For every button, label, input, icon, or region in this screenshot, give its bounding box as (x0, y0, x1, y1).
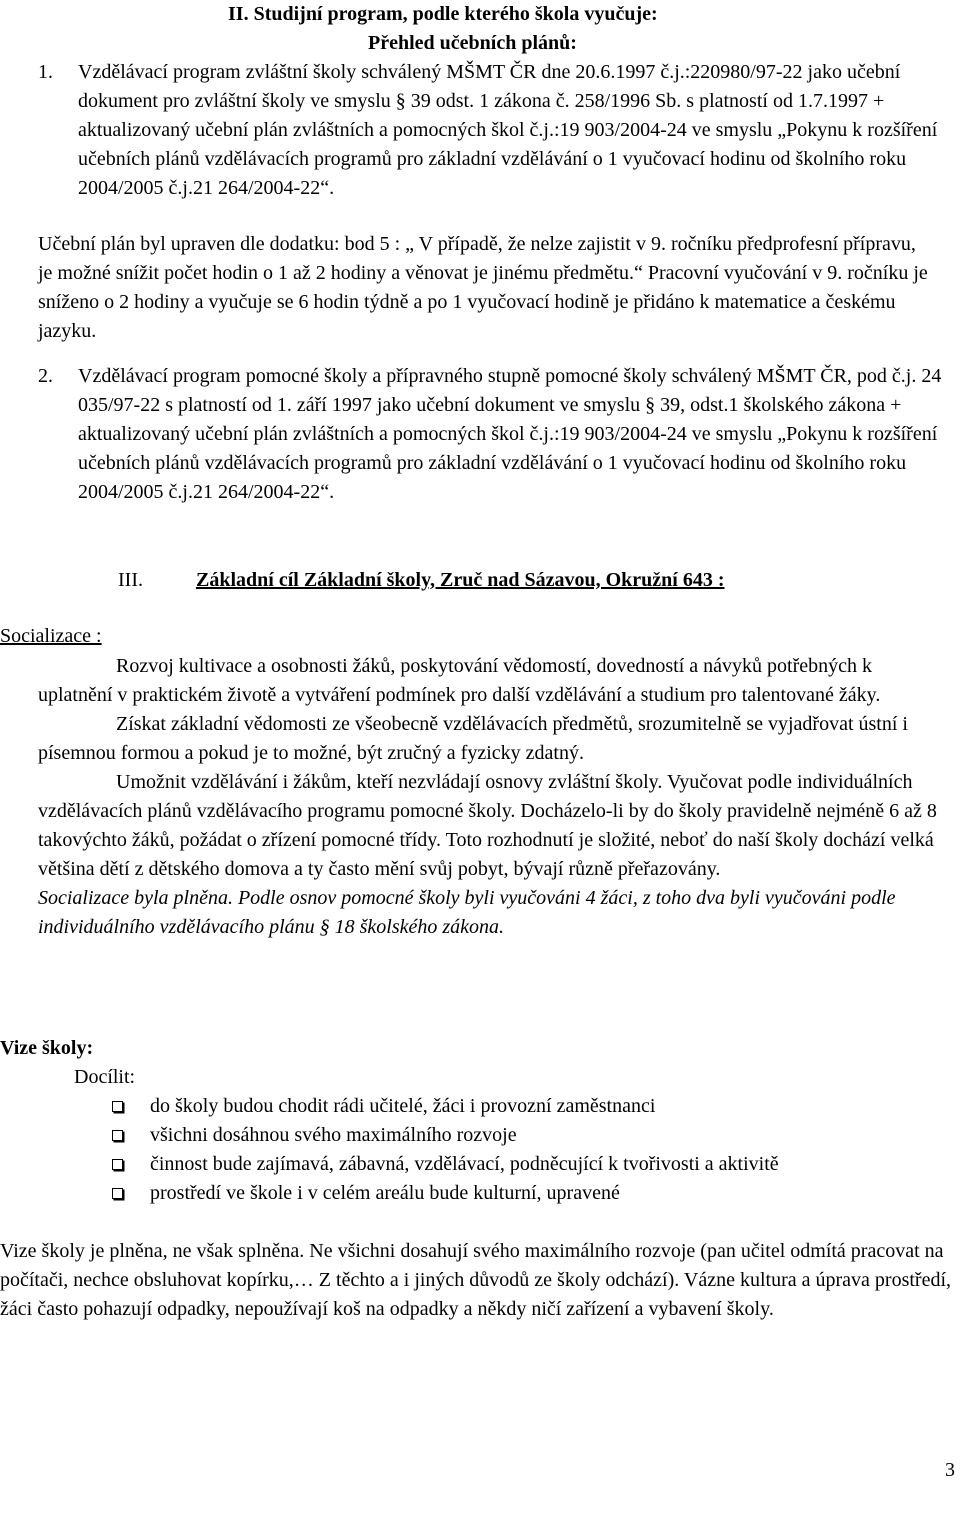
checkbox-bullet-icon (112, 1130, 123, 1141)
socializace-paragraph-1: Rozvoj kultivace a osobnosti žáků, poskytování vědomostí, dovedností a návyků potřebných k uplatnění v praktickém životě a vytváření podmínek pro další vzdělávání a studium pro talentované žáky. (38, 655, 881, 706)
checkbox-bullet-icon (112, 1159, 123, 1170)
list-item-text: do školy budou chodit rádi učitelé, žáci i provozní zaměstnanci (150, 1095, 656, 1117)
checkbox-bullet-icon (112, 1188, 123, 1199)
list-item-text: všichni dosáhnou svého maximálního rozvoje (150, 1124, 517, 1146)
section-2-subtitle: Přehled učebních plánů: (368, 32, 577, 54)
section-2-heading (228, 0, 788, 58)
curriculum-note: Učební plán byl upraven dle dodatku: bod 5 : „ V případě, že nelze zajistit v 9. ročníku předprofesní přípravu, je možné snížit počet hodin o 1 až 2 hodiny a věnovat je jinému předmětu.“ Pracovní vyučování v 9. ročníku je sníženo o 2 hodiny a vyučuje se 6 hodin týdně a po 1 vyučovací hodině je přidáno k matematice a českému jazyku. (38, 233, 928, 342)
list-item-text: prostředí ve škole i v celém areálu bude kulturní, upravené (150, 1182, 620, 1204)
docilit-label: Docílit: (74, 1066, 136, 1088)
list-item (112, 1179, 960, 1208)
vize-goals-list (112, 1092, 960, 1208)
section-3-title: Základní cíl Základní školy, Zruč nad Sázavou, Okružní 643 : (196, 569, 725, 591)
socializace-body (38, 652, 948, 942)
checkbox-bullet-icon (112, 1101, 123, 1112)
item-2-number: 2. (38, 365, 53, 387)
socializace-paragraph-2: Získat základní vědomosti ze všeobecně vzdělávacích předmětů, srozumitelně se vyjadřovat ústní i písemnou formou a pokud je to možné, být zručný a fyzicky zdatný. (38, 713, 908, 764)
section-3-numeral: III. (118, 569, 143, 591)
vize-conclusion: Vize školy je plněna, ne však splněna. Ne všichni dosahují svého maximálního rozvoje (pan učitel odmítá pracovat na počítači, nechce obsluhovat kopírku,… Z těchto a i jiných důvodů ze školy odchází). Vázne kultura a úprava prostředí, žáci často pohazují odpadky, nepoužívají koš na odpadky a někdy ničí zařízení a vybavení školy. (0, 1240, 951, 1320)
vize-heading: Vize školy: (0, 1037, 94, 1059)
section-3-heading (118, 566, 724, 595)
item-1-number: 1. (38, 61, 53, 83)
list-item (112, 1092, 960, 1121)
list-item (112, 1150, 960, 1179)
item-1-text: Vzdělávací program zvláštní školy schválený MŠMT ČR dne 20.6.1997 č.j.:220980/97-22 jako učební dokument pro zvláštní školy ve smyslu § 39 odst. 1 zákona č. 258/1996 Sb. s platností od 1.7.1997 + aktualizovaný učební plán zvláštních a pomocných škol č.j.:19 903/2004-24 ve smyslu „Pokynu k rozšíření učebních plánů vzdělávacích programů pro základní vzdělávání o 1 vyučovací hodinu od školního roku 2004/2005 č.j.21 264/2004-22“. (78, 61, 938, 199)
socializace-evaluation: Socializace byla plněna. Podle osnov pomocné školy byli vyučováni 4 žáci, z toho dva byli vyučováni podle individuálního vzdělávacího plánu § 18 školského zákona. (38, 887, 896, 938)
list-item (112, 1121, 960, 1150)
section-2-title: II. Studijní program, podle kterého škola vyučuje: (228, 3, 658, 25)
page-number: 3 (945, 1459, 955, 1481)
socializace-paragraph-3: Umožnit vzdělávání i žákům, kteří nezvládají osnovy zvláštní školy. Vyučovat podle individuálních vzdělávacích plánů vzdělávacího programu pomocné školy. Docházelo-li by do školy pravidelně nejméně 6 až 8 takovýchto žáků, požádat o zřízení pomocné třídy. Toto rozhodnutí je složité, neboť do naší školy dochází velká většina dětí z dětského domova a ty často mění svůj pobyt, bývají různě přeřazovány. (38, 771, 937, 880)
item-2-text: Vzdělávací program pomocné školy a přípravného stupně pomocné školy schválený MŠMT ČR, pod č.j. 24 035/97-22 s platností od 1. září 1997 jako učební dokument ve smyslu § 39, odst.1 školského zákona + aktualizovaný učební plán zvláštních a pomocných škol č.j.:19 903/2004-24 ve smyslu „Pokynu k rozšíření učebních plánů vzdělávacích programů pro základní vzdělávání o 1 vyučovací hodinu od školního roku 2004/2005 č.j.21 264/2004-22“. (78, 365, 942, 503)
socializace-heading: Socializace : (0, 625, 102, 647)
list-item-text: činnost bude zajímavá, zábavná, vzdělávací, podněcující k tvořivosti a aktivitě (150, 1153, 779, 1175)
